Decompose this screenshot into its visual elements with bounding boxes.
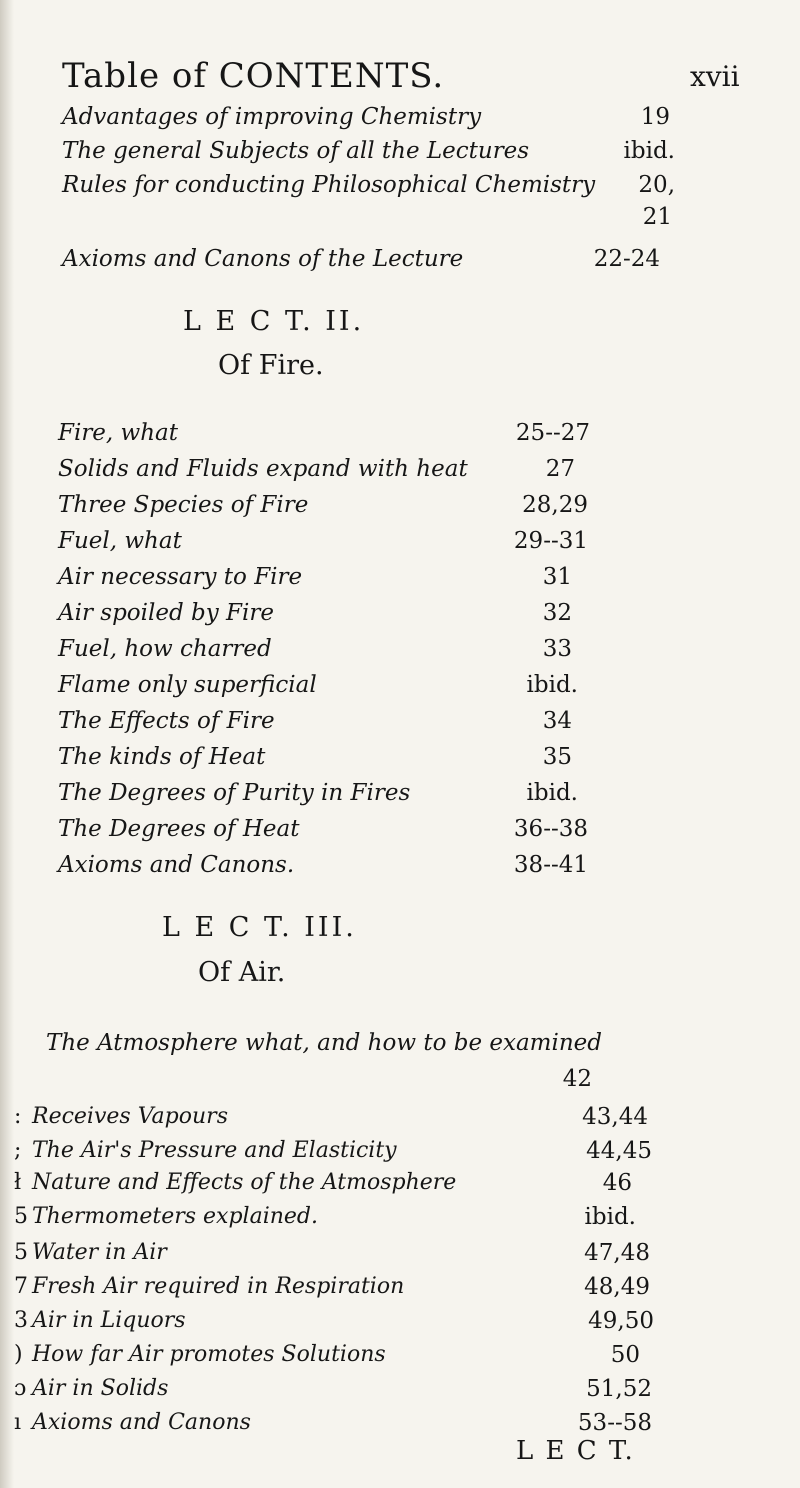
lecture-heading: L E C T. II. bbox=[183, 306, 365, 337]
toc-entry-pages: 48,49 bbox=[584, 1274, 650, 1300]
toc-entry-marker: ) bbox=[14, 1342, 23, 1367]
toc-entry-topic: The Degrees of Purity in Fires bbox=[58, 780, 411, 806]
toc-entry-pages: 38--41 bbox=[513, 852, 588, 878]
toc-entry-topic: Thermometers explained. bbox=[32, 1204, 318, 1229]
toc-entry-topic: Water in Air bbox=[32, 1240, 167, 1265]
page-gutter-shadow bbox=[0, 0, 14, 1488]
toc-entry-pages: 42 bbox=[562, 1066, 592, 1092]
toc-entry-topic: Advantages of improving Chemistry bbox=[62, 104, 482, 130]
toc-entry-topic: How far Air promotes Solutions bbox=[32, 1342, 386, 1367]
toc-entry-topic: Receives Vapours bbox=[32, 1104, 228, 1129]
running-head-title: Table of CONTENTS. bbox=[62, 56, 445, 96]
toc-entry-topic: Axioms and Canons bbox=[32, 1410, 251, 1435]
toc-entry-topic: The Air's Pressure and Elasticity bbox=[32, 1138, 397, 1163]
toc-entry-marker: ł bbox=[14, 1170, 22, 1195]
toc-entry-marker: ı bbox=[14, 1410, 22, 1435]
toc-entry-pages: ibid. bbox=[623, 138, 675, 164]
toc-entry-pages: 33 bbox=[542, 636, 572, 662]
catchword: L E C T. bbox=[516, 1436, 635, 1466]
toc-entry-marker: 3 bbox=[14, 1308, 28, 1333]
lecture-subtitle: Of Fire. bbox=[218, 350, 324, 381]
toc-entry-marker: 5 bbox=[14, 1240, 28, 1265]
toc-entry-topic: Flame only superficial bbox=[58, 672, 317, 698]
toc-entry-topic: Rules for conducting Philosophical Chemistry bbox=[62, 172, 596, 198]
toc-entry-pages: 47,48 bbox=[584, 1240, 650, 1266]
toc-entry-topic: Air in Liquors bbox=[32, 1308, 186, 1333]
toc-entry-pages: 20, bbox=[638, 172, 675, 198]
toc-entry-pages: ibid. bbox=[526, 780, 578, 806]
toc-entry-topic: Axioms and Canons of the Lecture bbox=[62, 246, 464, 272]
toc-entry-pages: 53--58 bbox=[577, 1410, 652, 1436]
toc-entry-pages: 19 bbox=[640, 104, 670, 130]
toc-entry-pages: 27 bbox=[545, 456, 575, 482]
lecture-subtitle: Of Air. bbox=[198, 957, 286, 988]
toc-entry-pages: 36--38 bbox=[513, 816, 588, 842]
toc-entry-topic: The kinds of Heat bbox=[58, 744, 266, 770]
toc-entry-pages: 46 bbox=[602, 1170, 632, 1196]
toc-entry-pages: 32 bbox=[542, 600, 572, 626]
toc-entry-topic: Fresh Air required in Respiration bbox=[32, 1274, 405, 1299]
toc-entry-topic: Nature and Effects of the Atmosphere bbox=[32, 1170, 457, 1195]
toc-entry-topic: Air necessary to Fire bbox=[58, 564, 303, 590]
toc-entry-topic: Fire, what bbox=[58, 420, 178, 446]
toc-entry-pages: 51,52 bbox=[586, 1376, 652, 1402]
toc-entry-topic: The Effects of Fire bbox=[58, 708, 275, 734]
toc-entry-marker: : bbox=[14, 1104, 22, 1129]
toc-entry-topic: Axioms and Canons. bbox=[58, 852, 295, 878]
toc-entry-topic: Air in Solids bbox=[32, 1376, 169, 1401]
toc-entry-topic: The Atmosphere what, and how to be examined bbox=[46, 1030, 602, 1056]
toc-entry-pages: 34 bbox=[542, 708, 572, 734]
toc-entry-marker: 7 bbox=[14, 1274, 28, 1299]
toc-entry-topic: The Degrees of Heat bbox=[58, 816, 300, 842]
toc-entry-pages: 21 bbox=[642, 204, 672, 230]
running-head-page-numeral: xvii bbox=[690, 60, 740, 93]
toc-entry-marker: ; bbox=[14, 1138, 22, 1163]
toc-entry-pages: 22-24 bbox=[593, 246, 660, 272]
toc-entry-pages: 25--27 bbox=[515, 420, 590, 446]
toc-entry-pages: 49,50 bbox=[588, 1308, 654, 1334]
toc-entry-topic: Fuel, how charred bbox=[58, 636, 272, 662]
toc-entry-topic: Three Species of Fire bbox=[58, 492, 309, 518]
toc-entry-topic: Solids and Fluids expand with heat bbox=[58, 456, 468, 482]
toc-entry-pages: 43,44 bbox=[582, 1104, 648, 1130]
toc-entry-pages: 50 bbox=[610, 1342, 640, 1368]
toc-entry-marker: 5 bbox=[14, 1204, 28, 1229]
toc-entry-pages: 29--31 bbox=[513, 528, 588, 554]
lecture-heading: L E C T. III. bbox=[162, 912, 357, 943]
toc-entry-pages: 28,29 bbox=[522, 492, 588, 518]
toc-entry-pages: 44,45 bbox=[586, 1138, 652, 1164]
toc-entry-marker: ɔ bbox=[14, 1376, 27, 1401]
toc-entry-pages: 31 bbox=[542, 564, 572, 590]
toc-entry-pages: ibid. bbox=[526, 672, 578, 698]
toc-entry-pages: ibid. bbox=[584, 1204, 636, 1230]
toc-entry-topic: The general Subjects of all the Lectures bbox=[62, 138, 530, 164]
toc-entry-topic: Fuel, what bbox=[58, 528, 182, 554]
toc-entry-pages: 35 bbox=[542, 744, 572, 770]
toc-entry-topic: Air spoiled by Fire bbox=[58, 600, 274, 626]
